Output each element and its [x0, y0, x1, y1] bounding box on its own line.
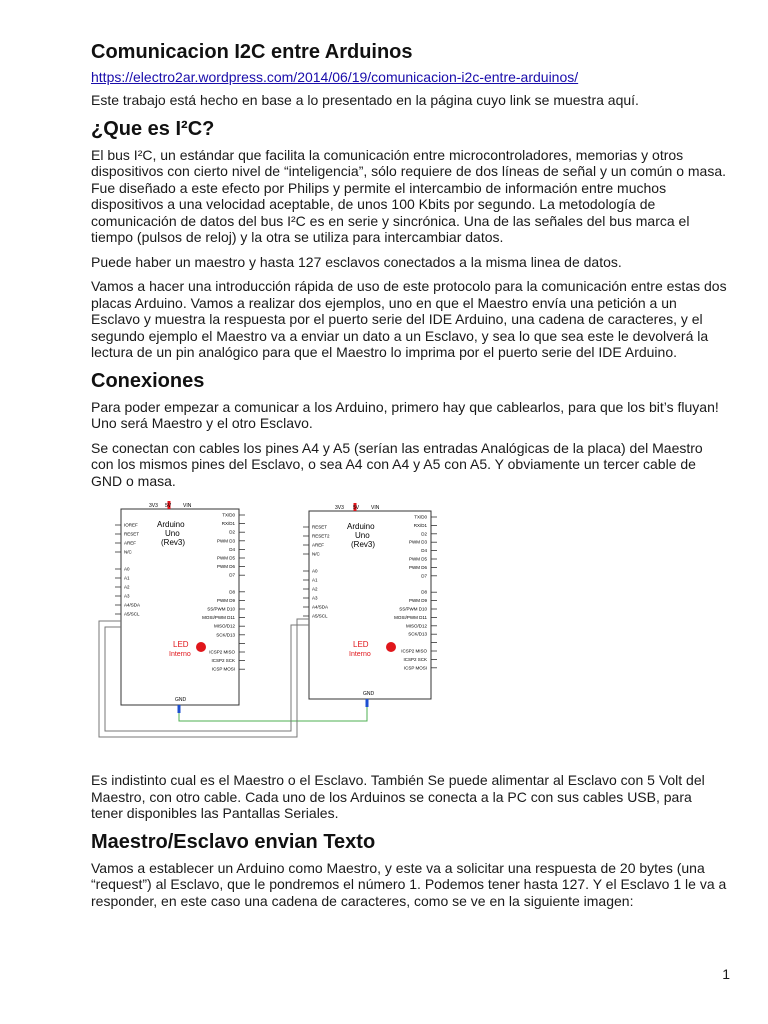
pin-label: A5/SCL — [124, 611, 140, 617]
pin-label: PWM D3 — [409, 539, 427, 545]
pin-label: 5V — [353, 505, 360, 511]
source-link[interactable]: https://electro2ar.wordpress.com/2014/06/19/comunicacion-i2c-entre-arduinos/ — [91, 69, 579, 85]
paragraph: Para poder empezar a comunicar a los Arduino, primero hay que cablearlos, para que los bit’s fluyan! Uno será Maestro y el otro Esclavo. — [91, 398, 719, 431]
paragraph: Puede haber un maestro y hasta 127 esclavos conectados a la misma linea de datos. — [91, 253, 622, 270]
pin-label: MISO/D12 — [405, 623, 427, 629]
pin-label: TX/D0 — [414, 514, 427, 520]
pin-label: A2 — [312, 586, 318, 592]
board-model: Uno — [355, 531, 370, 540]
intro-paragraph: Este trabajo está hecho en base a lo presentado en la página cuyo link se muestra aquí. — [91, 92, 639, 108]
pin-label: ICSP2 SCK — [403, 656, 427, 662]
pin-label: SS/PWM D10 — [207, 606, 235, 612]
pin-label: PWM D9 — [409, 598, 427, 604]
led-label: Interno — [169, 651, 191, 658]
pin-label: N/C — [124, 549, 132, 555]
heading-conexiones: Conexiones — [91, 369, 205, 392]
heading-que-es: ¿Que es I²C? — [91, 117, 215, 140]
paragraph: Vamos a hacer una introducción rápida de uso de este protocolo para la comunicación entre estas dos placas Arduino. Vamos a realizar dos ejemplos, uno en que el Maestro envía una petición a un Esclavo y muestra la respuesta por el puerto serie del IDE Arduino, una cadena de caracteres, y el segundo ejemplo el Maestro va a enviar un dato a un Esclavo, y sea lo que sea este le devolverá la lectura de un pin analógico para que el Maestro lo imprima por el puerto serie del IDE Arduino. — [91, 278, 727, 360]
pin-label: D7 — [229, 572, 235, 578]
pin-label: RX/D1 — [413, 522, 427, 528]
pin-label: PWM D5 — [217, 555, 235, 561]
pin-label: PWM D3 — [217, 538, 235, 544]
pin-label: MOSI/PWM D11 — [394, 614, 427, 620]
pin-label: MISO/D12 — [213, 623, 235, 629]
pin-label: ICSP2 MISO — [209, 649, 235, 655]
pin-label: A4/SDA — [124, 602, 141, 608]
pin-label: SCK/D13 — [216, 632, 235, 638]
pin-label: TX/D0 — [222, 512, 235, 518]
pin-label: A0 — [312, 568, 318, 574]
pin-label: RESET2 — [312, 533, 330, 539]
pin-label: VIN — [183, 503, 192, 509]
pin-label: PWM D6 — [217, 564, 235, 570]
pin-label: D8 — [229, 589, 235, 595]
pin-label: PWM D9 — [217, 597, 235, 603]
board-name: Arduino — [157, 520, 185, 529]
pin-label: A1 — [312, 577, 318, 583]
arduino-board-slave — [303, 503, 437, 707]
pin-label: A3 — [312, 595, 318, 601]
pin-label: AREF — [124, 540, 137, 546]
pin-label: D2 — [229, 529, 235, 535]
led-label: Interno — [349, 651, 371, 658]
page-number: 1 — [722, 966, 730, 982]
led-label: LED — [353, 640, 369, 649]
pin-label: SCK/D13 — [408, 631, 427, 637]
pin-label: ICSP2 MISO — [401, 648, 427, 654]
arduino-board-master — [115, 501, 245, 713]
pin-label: RESET — [312, 524, 328, 530]
pin-label: VIN — [371, 505, 380, 511]
pin-label: SS/PWM D10 — [399, 606, 427, 612]
pin-label: RX/D1 — [221, 521, 235, 527]
pin-label: D7 — [421, 573, 427, 579]
document-title: Comunicacion I2C entre Arduinos — [91, 41, 413, 63]
pin-label: D4 — [421, 548, 427, 554]
paragraph: Se conectan con cables los pines A4 y A5 (serían las entradas Analógicas de la placa) del Maestro con los mismos pines del Esclavo, o sea A4 con A4 y A5 con A5. Y obviamente un tercer cable de GND o masa. — [91, 439, 703, 489]
pin-label: ICSP MOSI — [211, 666, 235, 672]
pin-label: 3V3 — [149, 503, 158, 509]
led-icon — [196, 642, 206, 652]
pin-label: A2 — [124, 584, 130, 590]
pin-label: RESET — [124, 531, 140, 537]
led-label: LED — [173, 640, 189, 649]
gnd-label: GND — [363, 691, 375, 697]
pin-label: ICSP2 SCK — [211, 658, 235, 664]
pin-label: D4 — [229, 546, 235, 552]
gnd-label: GND — [175, 697, 187, 703]
pin-label: A5/SCL — [312, 613, 328, 619]
board-model: Uno — [165, 529, 180, 538]
board-rev: (Rev3) — [351, 540, 376, 549]
pin-label: A1 — [124, 575, 130, 581]
pin-label: AREF — [312, 542, 325, 548]
led-icon — [386, 642, 396, 652]
arduino-wiring-diagram — [91, 501, 727, 761]
pin-label: A3 — [124, 593, 130, 599]
board-name: Arduino — [347, 522, 375, 531]
pin-label: MOSI/PWM D11 — [202, 615, 235, 621]
board-rev: (Rev3) — [161, 538, 186, 547]
paragraph: El bus I²C, un estándar que facilita la comunicación entre microcontroladores, memorias y otros dispositivos con cierto nivel de “inteligencia”, sólo requiere de dos líneas de señal y un común o masa. Fue diseñado a este efecto por Philips y permite el intercambio de información entre muchos dispositivos a una velocidad aceptable, de unos 100 Kbits por segundo. La metodología de comunicación de datos del bus I²C es en serie y sincrónica. Una de las señales del bus marca el tiempo (pulsos de reloj) y la otra se utiliza para intercambiar datos. — [91, 146, 727, 245]
pin-label: A4/SDA — [312, 604, 329, 610]
pin-label: D2 — [421, 531, 427, 537]
pin-label: IOREF — [124, 522, 138, 528]
pin-label: 3V3 — [335, 505, 344, 511]
pin-label: N/C — [312, 551, 320, 557]
heading-maestro-esclavo: Maestro/Esclavo envian Texto — [91, 830, 376, 853]
document-page — [91, 40, 727, 917]
paragraph: Vamos a establecer un Arduino como Maestro, y este va a solicitar una respuesta de 20 bytes (una “request”) al Esclavo, que le pondremos el número 1. Podemos tener hasta 127. Y el Esclavo 1 le va a responder, en este caso una cadena de caracteres, como se ve en la siguiente imagen: — [91, 859, 727, 909]
pin-label: ICSP MOSI — [403, 665, 427, 671]
pin-label: PWM D6 — [409, 564, 427, 570]
pin-label: D8 — [421, 589, 427, 595]
pin-label: A0 — [124, 566, 130, 572]
pin-label: PWM D5 — [409, 556, 427, 562]
paragraph: Es indistinto cual es el Maestro o el Esclavo. También Se puede alimentar al Esclavo con 5 Volt del Maestro, con otro cable. Cada uno de los Arduinos se conecta a la PC con sus cables USB, para tener disponibles las Pantallas Seriales. — [91, 772, 705, 821]
pin-label: 5V — [165, 503, 172, 509]
